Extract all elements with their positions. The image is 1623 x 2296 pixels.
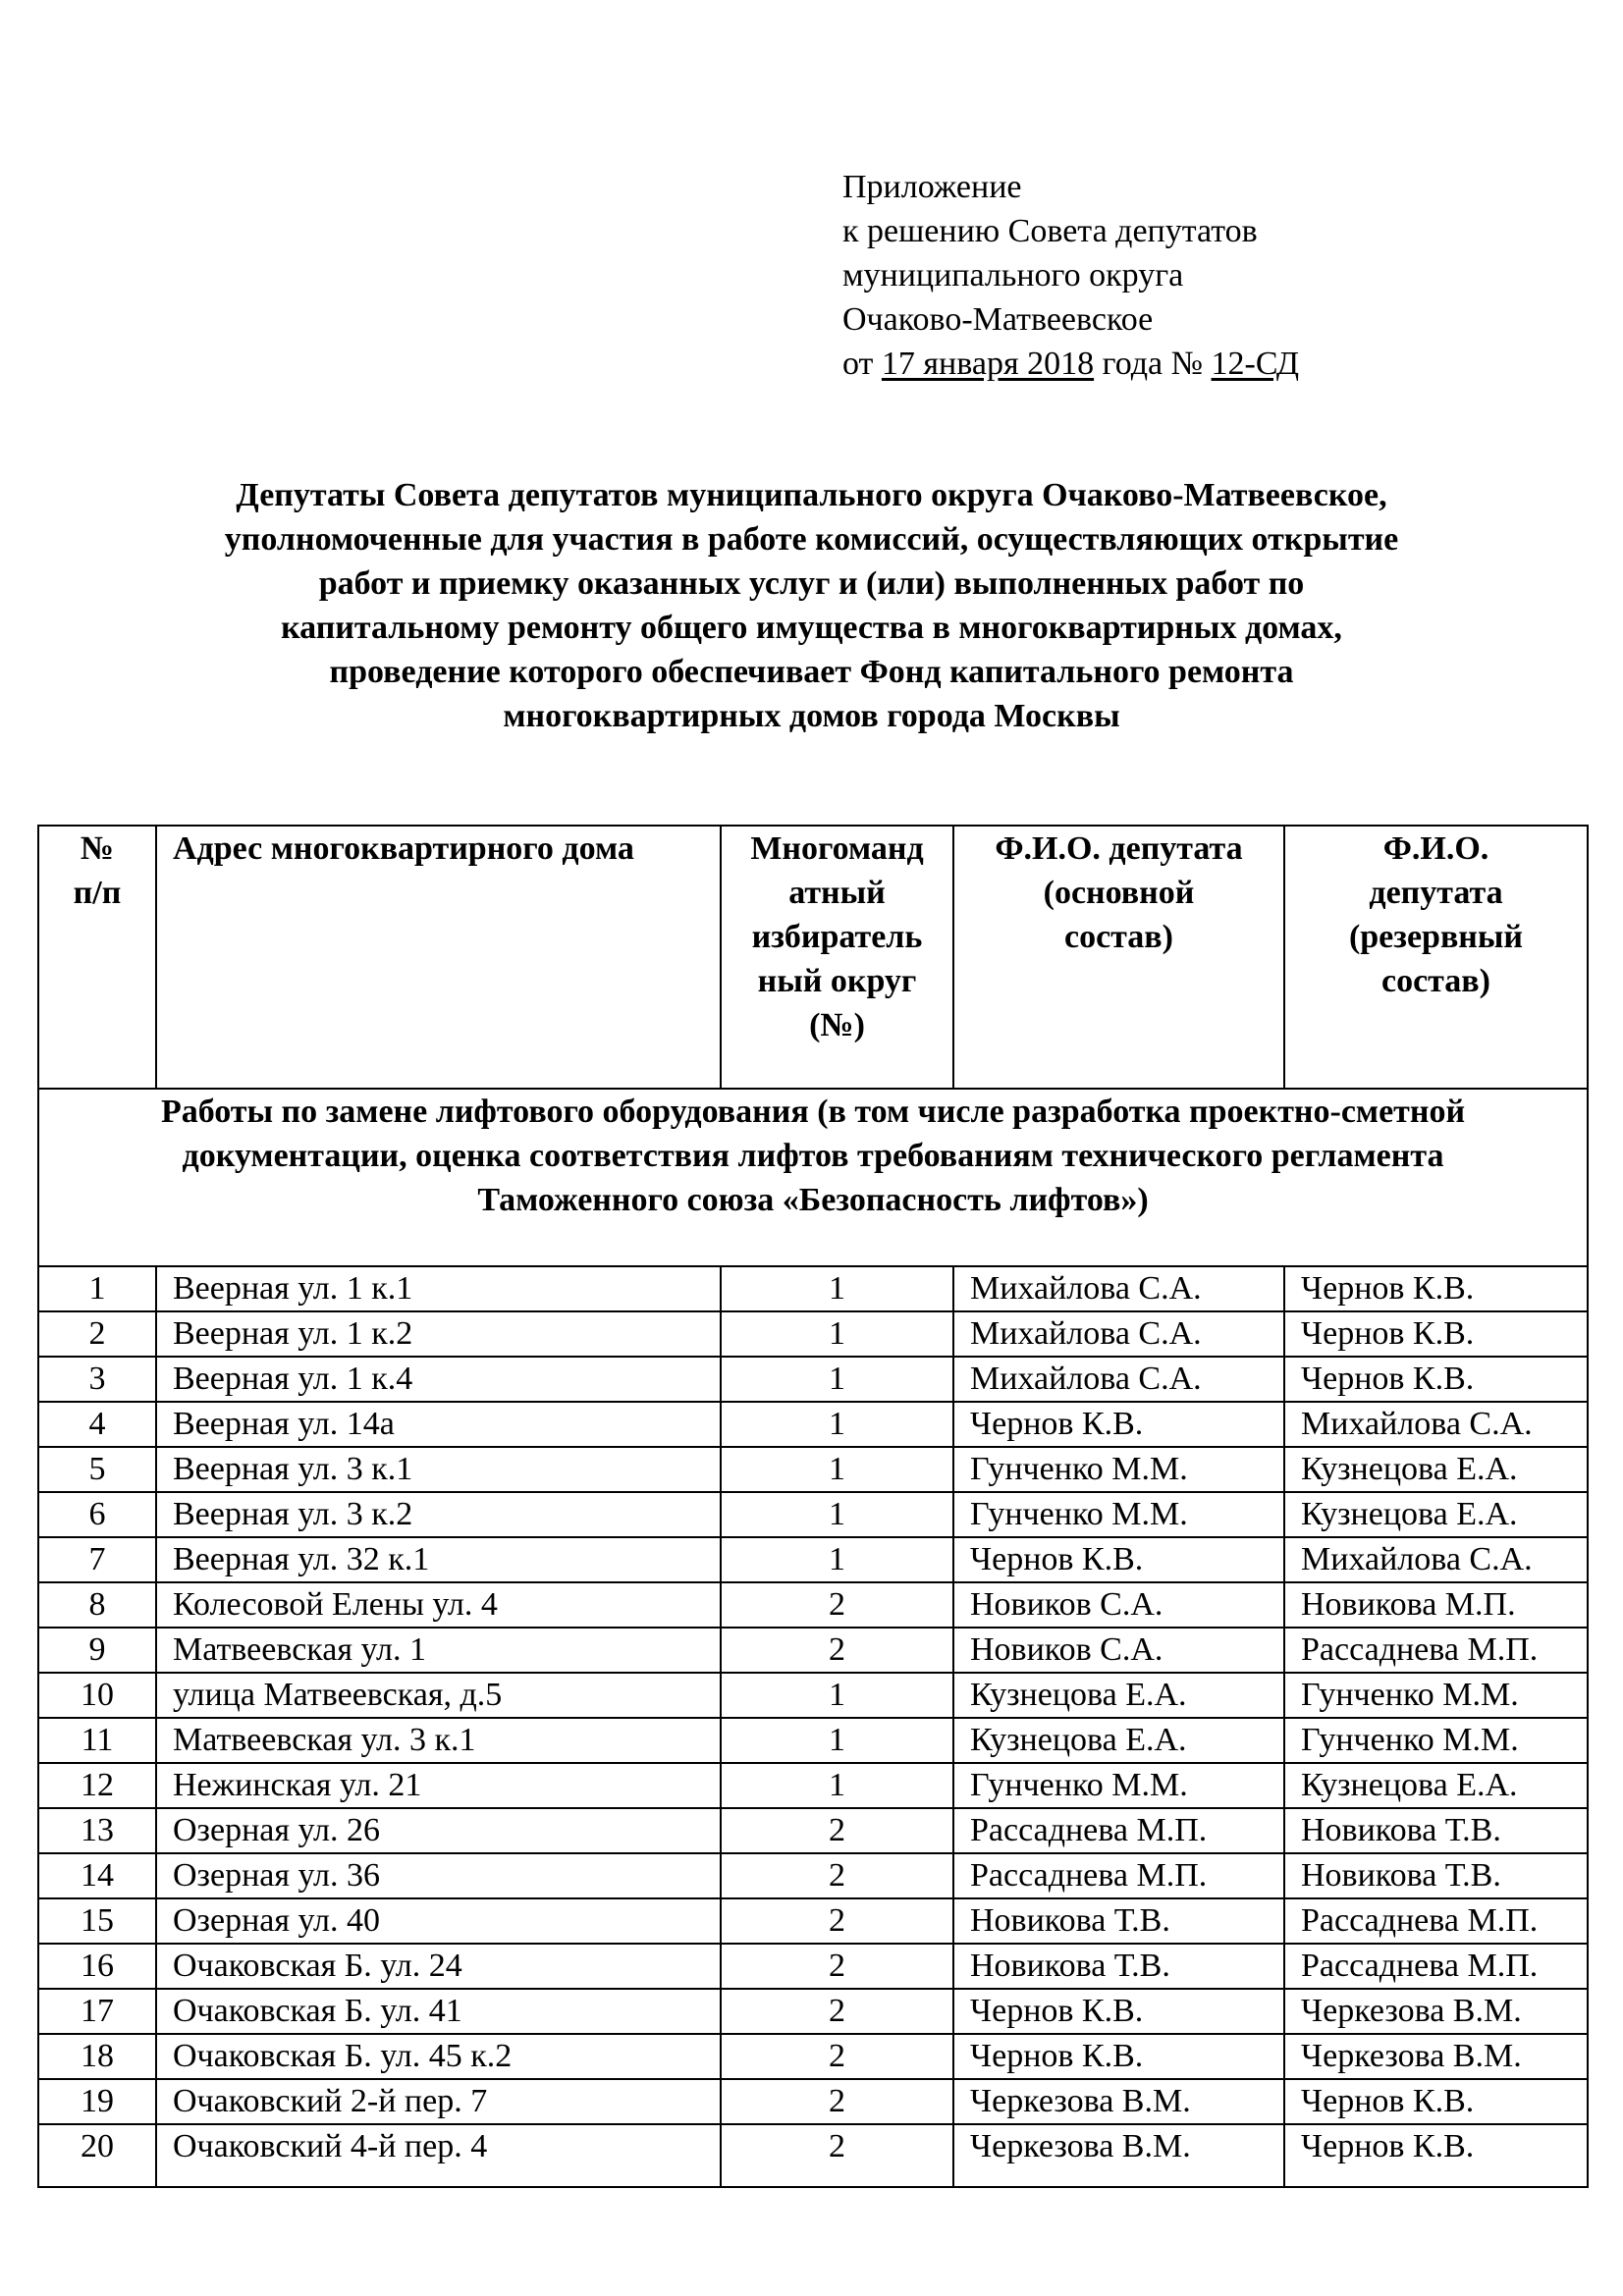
row-address: Озерная ул. 40 xyxy=(156,1898,721,1944)
row-main-deputy: Черкезова В.М. xyxy=(953,2079,1284,2124)
row-main-deputy: Новиков С.А. xyxy=(953,1582,1284,1628)
row-district: 1 xyxy=(721,1673,953,1718)
row-reserve-deputy: Михайлова С.А. xyxy=(1284,1402,1588,1447)
row-district: 2 xyxy=(721,1944,953,1989)
row-main-deputy: Новикова Т.В. xyxy=(953,1944,1284,1989)
table-row xyxy=(38,2079,1588,2124)
row-main-deputy: Рассаднева М.П. xyxy=(953,1808,1284,1853)
section-text: Таможенного союза «Безопасность лифтов») xyxy=(477,1182,1149,1218)
row-main-deputy: Михайлова С.А. xyxy=(953,1357,1284,1402)
table-row xyxy=(38,1537,1588,1582)
row-address: Веерная ул. 14а xyxy=(156,1402,721,1447)
row-number: 15 xyxy=(38,1898,156,1944)
row-number: 19 xyxy=(38,2079,156,2124)
row-main-deputy: Гунченко М.М. xyxy=(953,1447,1284,1492)
table-row xyxy=(38,1673,1588,1718)
row-number: 13 xyxy=(38,1808,156,1853)
row-main-deputy: Михайлова С.А. xyxy=(953,1266,1284,1311)
row-number: 17 xyxy=(38,1989,156,2034)
header-text: депутата xyxy=(1369,875,1503,911)
row-address: Озерная ул. 36 xyxy=(156,1853,721,1898)
row-reserve-deputy: Михайлова С.А. xyxy=(1284,1537,1588,1582)
row-district: 1 xyxy=(721,1266,953,1311)
row-reserve-deputy: Чернов К.В. xyxy=(1284,2079,1588,2124)
row-number: 14 xyxy=(38,1853,156,1898)
table-row xyxy=(38,1808,1588,1853)
date-prefix: от xyxy=(842,346,882,382)
title-line: Депутаты Совета депутатов муниципального округа Очаково-Матвеевское, xyxy=(236,477,1387,513)
row-number: 2 xyxy=(38,1311,156,1357)
appendix-district: муниципального округа xyxy=(842,257,1184,294)
row-main-deputy: Кузнецова Е.А. xyxy=(953,1673,1284,1718)
row-number: 9 xyxy=(38,1628,156,1673)
table-row xyxy=(38,1944,1588,1989)
row-district: 2 xyxy=(721,2079,953,2124)
row-address: Очаковская Б. ул. 45 к.2 xyxy=(156,2034,721,2079)
row-district: 2 xyxy=(721,1628,953,1673)
table-row xyxy=(38,1402,1588,1447)
table-row xyxy=(38,1266,1588,1311)
header-text: Ф.И.О. xyxy=(1382,830,1489,867)
title-line: работ и приемку оказанных услуг и (или) выполненных работ по xyxy=(318,565,1305,602)
header-text: состав) xyxy=(1381,963,1490,999)
row-address: Веерная ул. 3 к.2 xyxy=(156,1492,721,1537)
row-number: 16 xyxy=(38,1944,156,1989)
row-main-deputy: Новикова Т.В. xyxy=(953,1898,1284,1944)
header-number xyxy=(38,826,156,1089)
row-address: Очаковский 2-й пер. 7 xyxy=(156,2079,721,2124)
row-district: 2 xyxy=(721,1582,953,1628)
table-row xyxy=(38,2034,1588,2079)
table-row xyxy=(38,1898,1588,1944)
row-number: 10 xyxy=(38,1673,156,1718)
row-reserve-deputy: Кузнецова Е.А. xyxy=(1284,1447,1588,1492)
row-reserve-deputy: Черкезова В.М. xyxy=(1284,2034,1588,2079)
row-address: Веерная ул. 1 к.4 xyxy=(156,1357,721,1402)
row-address: Веерная ул. 3 к.1 xyxy=(156,1447,721,1492)
header-text: п/п xyxy=(73,875,122,911)
row-number: 20 xyxy=(38,2124,156,2187)
row-address: Матвеевская ул. 3 к.1 xyxy=(156,1718,721,1763)
row-address: Веерная ул. 1 к.1 xyxy=(156,1266,721,1311)
row-main-deputy: Новиков С.А. xyxy=(953,1628,1284,1673)
row-reserve-deputy: Гунченко М.М. xyxy=(1284,1673,1588,1718)
row-number: 1 xyxy=(38,1266,156,1311)
row-district: 2 xyxy=(721,1853,953,1898)
row-address: Веерная ул. 32 к.1 xyxy=(156,1537,721,1582)
row-number: 11 xyxy=(38,1718,156,1763)
table-row xyxy=(38,1447,1588,1492)
header-main-deputy xyxy=(953,826,1284,1089)
decision-number: 12-СД xyxy=(1211,346,1300,382)
row-district: 2 xyxy=(721,2124,953,2187)
appendix-date-line xyxy=(842,342,1299,386)
table-row xyxy=(38,1628,1588,1673)
header-text: атный xyxy=(788,875,886,911)
row-district: 1 xyxy=(721,1537,953,1582)
row-main-deputy: Рассаднева М.П. xyxy=(953,1853,1284,1898)
section-heading xyxy=(38,1089,1588,1266)
table-row xyxy=(38,1853,1588,1898)
row-district: 1 xyxy=(721,1311,953,1357)
decision-date: 17 января 2018 xyxy=(881,346,1095,382)
header-text: (резервный xyxy=(1348,919,1524,955)
row-number: 7 xyxy=(38,1537,156,1582)
appendix-label: Приложение xyxy=(842,169,1022,205)
header-text: состав) xyxy=(1064,919,1173,955)
row-reserve-deputy: Новикова Т.В. xyxy=(1284,1853,1588,1898)
row-district: 1 xyxy=(721,1402,953,1447)
row-main-deputy: Чернов К.В. xyxy=(953,1402,1284,1447)
row-reserve-deputy: Чернов К.В. xyxy=(1284,1357,1588,1402)
title-line: капитальному ремонту общего имущества в многоквартирных домах, xyxy=(281,610,1342,646)
row-main-deputy: Чернов К.В. xyxy=(953,1989,1284,2034)
row-main-deputy: Чернов К.В. xyxy=(953,2034,1284,2079)
section-text: документации, оценка соответствия лифтов требованиям технического регламента xyxy=(182,1138,1444,1174)
row-reserve-deputy: Новикова Т.В. xyxy=(1284,1808,1588,1853)
title-line: многоквартирных домов города Москвы xyxy=(503,698,1120,734)
table-header-row xyxy=(38,826,1588,1089)
table-row xyxy=(38,2124,1588,2187)
row-district: 1 xyxy=(721,1718,953,1763)
row-address: Веерная ул. 1 к.2 xyxy=(156,1311,721,1357)
table-row xyxy=(38,1357,1588,1402)
row-reserve-deputy: Чернов К.В. xyxy=(1284,1266,1588,1311)
row-reserve-deputy: Рассаднева М.П. xyxy=(1284,1898,1588,1944)
date-mid: года № xyxy=(1094,346,1212,382)
row-address: Очаковский 4-й пер. 4 xyxy=(156,2124,721,2187)
header-text: (основной xyxy=(1043,875,1195,911)
row-main-deputy: Кузнецова Е.А. xyxy=(953,1718,1284,1763)
row-address: Очаковская Б. ул. 41 xyxy=(156,1989,721,2034)
header-text: (№) xyxy=(809,1007,865,1043)
row-district: 1 xyxy=(721,1357,953,1402)
appendix-decision: к решению Совета депутатов xyxy=(842,213,1258,249)
row-address: Матвеевская ул. 1 xyxy=(156,1628,721,1673)
table-row xyxy=(38,1492,1588,1537)
row-reserve-deputy: Кузнецова Е.А. xyxy=(1284,1492,1588,1537)
row-number: 4 xyxy=(38,1402,156,1447)
header-text: Многоманд xyxy=(750,830,924,867)
section-text: Работы по замене лифтового оборудования (в том числе разработка проектно-сметной xyxy=(160,1094,1466,1130)
table-row xyxy=(38,1582,1588,1628)
row-district: 1 xyxy=(721,1492,953,1537)
row-main-deputy: Черкезова В.М. xyxy=(953,2124,1284,2187)
table-row xyxy=(38,1763,1588,1808)
row-reserve-deputy: Новикова М.П. xyxy=(1284,1582,1588,1628)
row-district: 2 xyxy=(721,1808,953,1853)
header-text: ный округ xyxy=(757,963,917,999)
row-address: Озерная ул. 26 xyxy=(156,1808,721,1853)
row-district: 1 xyxy=(721,1447,953,1492)
header-reserve-deputy xyxy=(1284,826,1588,1089)
row-district: 2 xyxy=(721,2034,953,2079)
table-body xyxy=(38,1266,1588,2187)
section-row xyxy=(38,1089,1588,1266)
header-text: № xyxy=(80,830,115,867)
row-main-deputy: Гунченко М.М. xyxy=(953,1763,1284,1808)
row-reserve-deputy: Чернов К.В. xyxy=(1284,1311,1588,1357)
row-address: Нежинская ул. 21 xyxy=(156,1763,721,1808)
header-district xyxy=(721,826,953,1089)
deputies-table xyxy=(37,825,1589,2188)
title-line: проведение которого обеспечивает Фонд капитального ремонта xyxy=(329,654,1294,690)
row-address: улица Матвеевская, д.5 xyxy=(156,1673,721,1718)
row-district: 2 xyxy=(721,1898,953,1944)
row-main-deputy: Михайлова С.А. xyxy=(953,1311,1284,1357)
row-district: 1 xyxy=(721,1763,953,1808)
header-address xyxy=(156,826,721,1089)
row-reserve-deputy: Черкезова В.М. xyxy=(1284,1989,1588,2034)
row-main-deputy: Чернов К.В. xyxy=(953,1537,1284,1582)
header-text: Ф.И.О. депутата xyxy=(995,830,1243,867)
row-number: 5 xyxy=(38,1447,156,1492)
table-row xyxy=(38,1311,1588,1357)
header-text: избиратель xyxy=(751,919,923,955)
row-reserve-deputy: Чернов К.В. xyxy=(1284,2124,1588,2187)
appendix-district-name: Очаково-Матвеевское xyxy=(842,301,1154,338)
document-title xyxy=(98,473,1525,738)
row-reserve-deputy: Кузнецова Е.А. xyxy=(1284,1763,1588,1808)
row-number: 18 xyxy=(38,2034,156,2079)
row-number: 3 xyxy=(38,1357,156,1402)
row-address: Колесовой Елены ул. 4 xyxy=(156,1582,721,1628)
row-district: 2 xyxy=(721,1989,953,2034)
title-line: уполномоченные для участия в работе комиссий, осуществляющих открытие xyxy=(224,521,1399,558)
row-main-deputy: Гунченко М.М. xyxy=(953,1492,1284,1537)
row-reserve-deputy: Рассаднева М.П. xyxy=(1284,1944,1588,1989)
table-row xyxy=(38,1989,1588,2034)
header-text: Адрес многоквартирного дома xyxy=(173,830,634,867)
appendix-block xyxy=(842,165,1299,386)
row-number: 6 xyxy=(38,1492,156,1537)
row-reserve-deputy: Гунченко М.М. xyxy=(1284,1718,1588,1763)
row-number: 12 xyxy=(38,1763,156,1808)
table-row xyxy=(38,1718,1588,1763)
row-address: Очаковская Б. ул. 24 xyxy=(156,1944,721,1989)
row-number: 8 xyxy=(38,1582,156,1628)
row-reserve-deputy: Рассаднева М.П. xyxy=(1284,1628,1588,1673)
